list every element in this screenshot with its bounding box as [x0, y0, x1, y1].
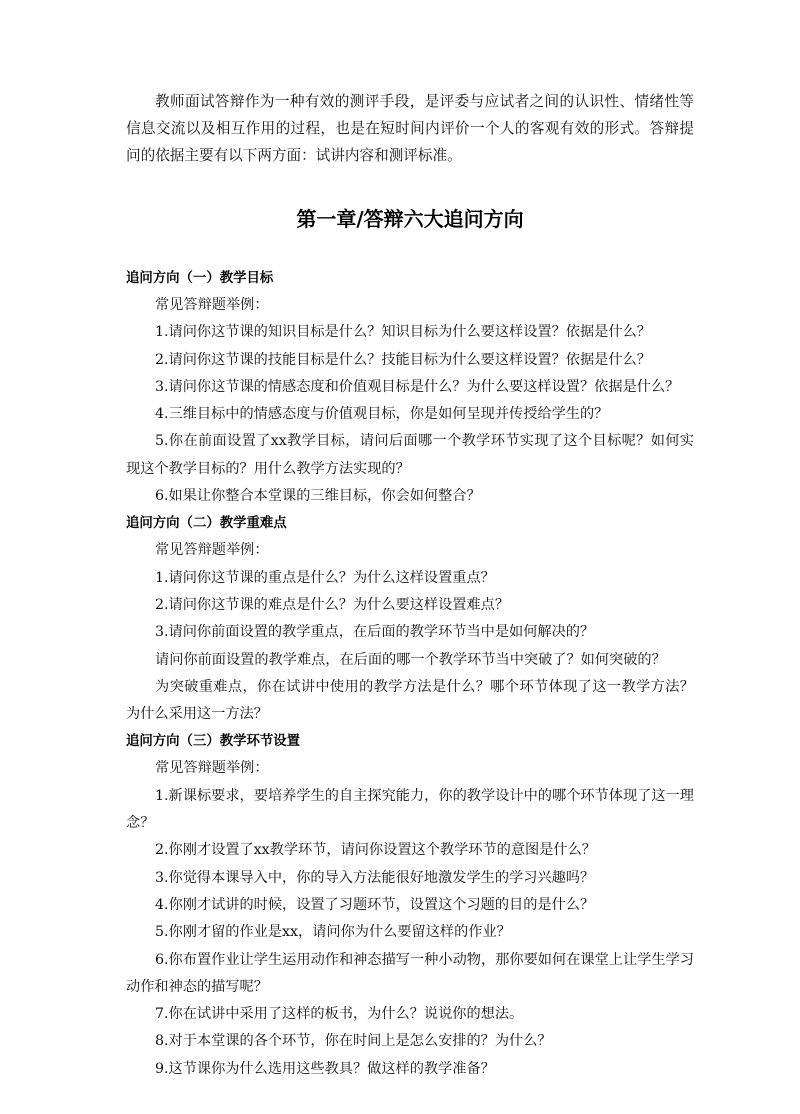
section-teaching-goals	[126, 265, 694, 510]
section-key-difficult-points	[126, 510, 694, 728]
question-line: 4.你刚才试讲的时候，设置了习题环节，设置这个习题的目的是什么？	[155, 896, 595, 913]
question-line: 2.请问你这节课的难点是什么？为什么要这样设置难点？	[155, 596, 510, 613]
question-line: 6.如果让你整合本堂课的三维目标，你会如何整合？	[155, 488, 481, 505]
document-body	[126, 88, 694, 1083]
question-line: 5.你刚才留的作业是xx，请问你为什么要留这样的作业？	[155, 924, 511, 941]
chapter-title: 第一章/答辩六大追问方向	[296, 207, 524, 231]
question-line: 3.你觉得本课导入中，你的导入方法能很好地激发学生的学习兴趣吗？	[155, 869, 595, 886]
question-line: 1.新课标要求，要培养学生的自主探究能力，你的教学设计中的哪个环节体现了这一理念？	[126, 787, 694, 832]
section-intro: 常见答辩题举例：	[155, 297, 269, 313]
question-line: 请问你前面设置的教学难点，在后面的哪一个教学环节当中突破了？如何突破的？	[155, 651, 666, 668]
section-intro: 常见答辩题举例：	[155, 542, 269, 559]
question-line: 9.这节课你为什么选用这些教具？做这样的教学准备？	[155, 1060, 495, 1077]
question-line: 2.你刚才设置了xx教学环节，请问你设置这个教学环节的意图是什么？	[155, 842, 596, 859]
question-line: 3.请问你这节课的情感态度和价值观目标是什么？为什么要这样设置？依据是什么？	[155, 378, 680, 395]
question-line: 6.你布置作业让学生运用动作和神态描写一种小动物，那你要如何在课堂上让学生学习动作和神态的描写呢？	[126, 951, 694, 995]
section-heading: 追问方向（二）教学重难点	[126, 516, 287, 532]
intro-paragraph: 教师面试答辩作为一种有效的测评手段，是评委与应试者之间的认识性、情绪性等信息交流以及相互作用的过程，也是在短时间内评价一个人的客观有效的形式。答辩提问的依据主要有以下两方面：试讲内容和测评标准。	[126, 93, 694, 164]
question-line: 1.请问你这节课的知识目标是什么？知识目标为什么要这样设置？依据是什么？	[155, 324, 651, 341]
section-teaching-steps	[126, 728, 694, 1083]
question-line: 7.你在试讲中采用了这样的板书，为什么？说说你的想法。	[155, 1006, 524, 1023]
question-line: 4.三维目标中的情感态度与价值观目标，你是如何呈现并传授给学生的？	[155, 406, 609, 423]
question-line: 8.对于本堂课的各个环节，你在时间上是怎么安排的？为什么？	[155, 1033, 552, 1050]
question-line: 2.请问你这节课的技能目标是什么？技能目标为什么要这样设置？依据是什么？	[155, 351, 651, 368]
question-line: 5.你在前面设置了xx教学目标，请问后面哪一个教学环节实现了这个目标呢？如何实现这个教学目标的？用什么教学方法实现的？	[126, 433, 694, 477]
question-line: 1.请问你这节课的重点是什么？为什么这样设置重点？	[155, 569, 495, 586]
question-line: 为突破重难点，你在试讲中使用的教学方法是什么？哪个环节体现了这一教学方法？为什么采用这一方法？	[126, 678, 694, 723]
section-heading: 追问方向（一）教学目标	[126, 271, 274, 286]
section-heading: 追问方向（三）教学环节设置	[126, 734, 301, 750]
question-line: 3.请问你前面设置的教学重点，在后面的教学环节当中是如何解决的？	[155, 624, 595, 641]
section-intro: 常见答辩题举例：	[155, 760, 269, 777]
